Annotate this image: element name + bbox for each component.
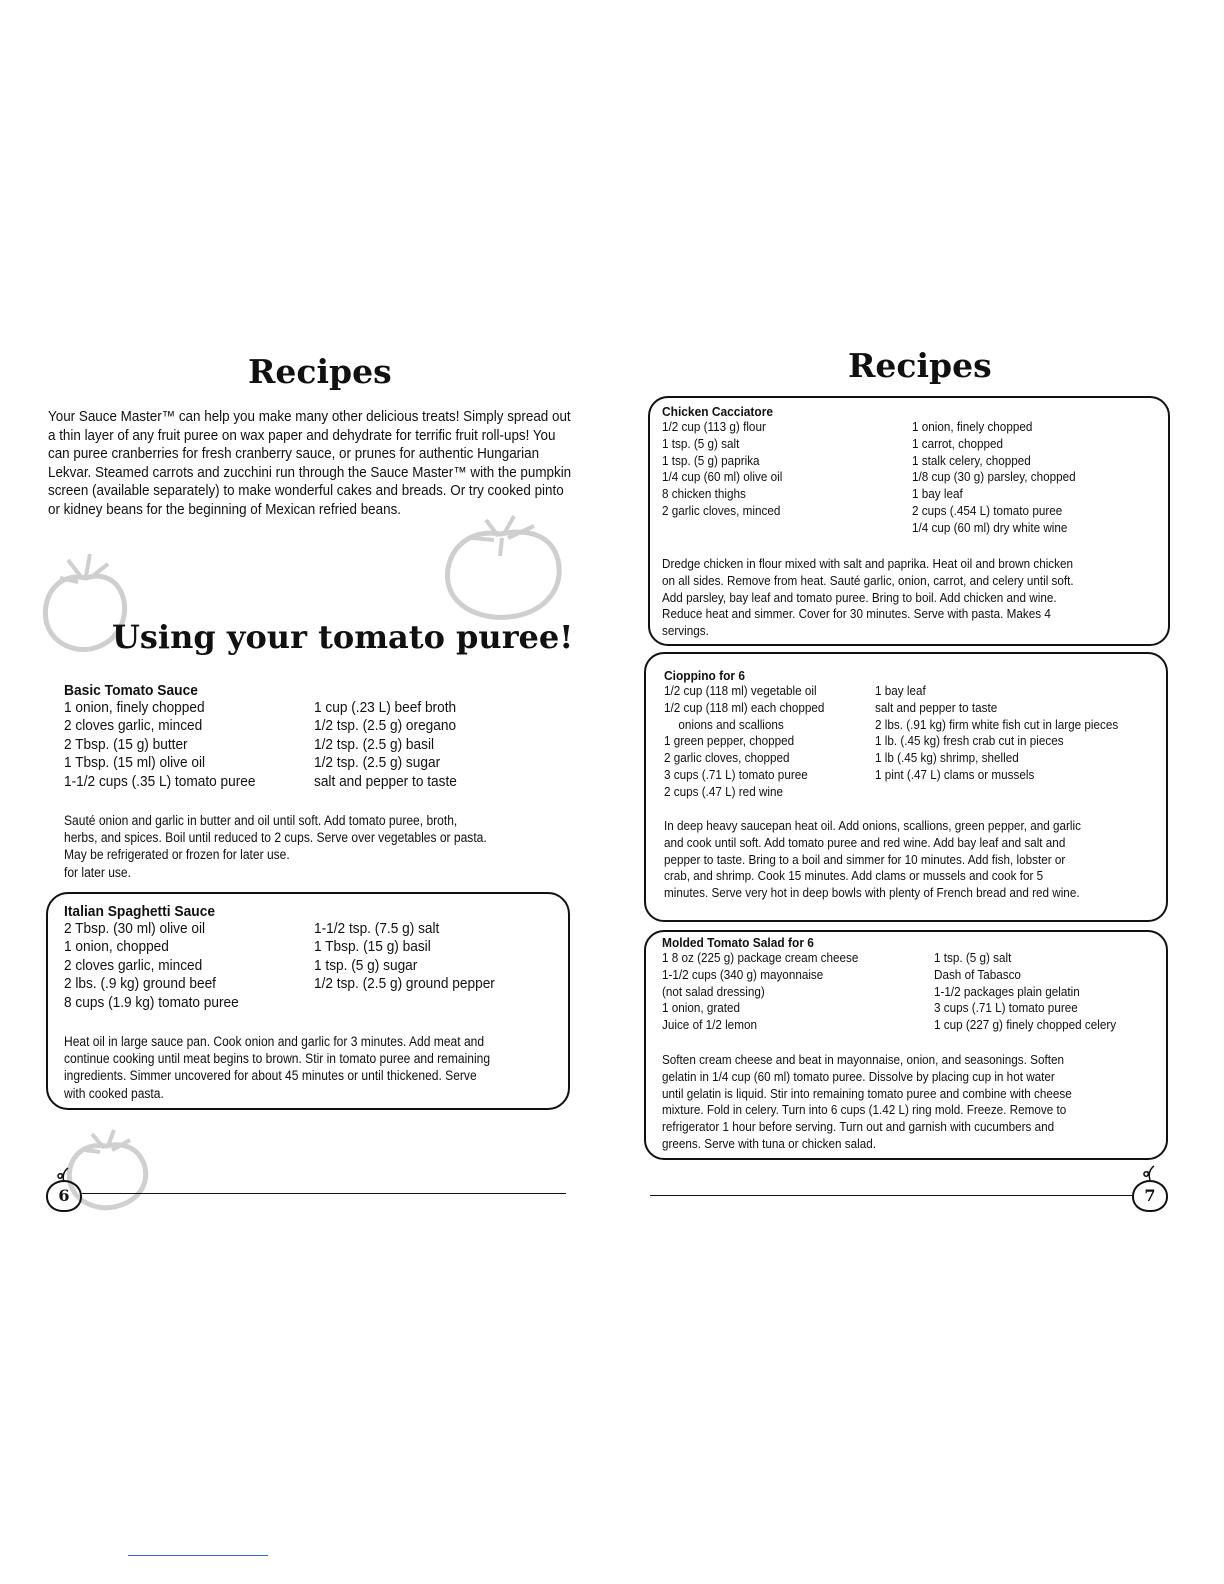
method-line: gelatin in 1/4 cup (60 ml) tomato puree. Dissolve by placing cup in hot water	[662, 1068, 1055, 1084]
method-line: on all sides. Remove from heat. Sauté garlic, onion, carrot, and celery until soft.	[662, 572, 1074, 588]
ingredient: onions and scallions	[678, 716, 784, 732]
right-page	[612, 0, 1224, 1584]
method-line: Add parsley, bay leaf and tomato puree. Bring to boil. Add chicken and wine.	[662, 589, 1057, 605]
recipe-method	[64, 1033, 490, 1102]
recipe-method	[662, 556, 1074, 640]
ingredient: 2 cloves garlic, minced	[64, 956, 203, 974]
ingredient: 2 garlic cloves, chopped	[664, 750, 790, 766]
ingredient: 1/2 tsp. (2.5 g) sugar	[314, 754, 441, 772]
ingredient: 1 carrot, chopped	[912, 435, 1004, 451]
ingredient: 1/2 cup (113 g) flour	[662, 419, 766, 434]
method-line: ingredients. Simmer uncovered for about 45 minutes or until thickened. Serve	[64, 1068, 477, 1084]
method-line: servings.	[662, 623, 709, 639]
ingredient: 1/2 tsp. (2.5 g) oregano	[314, 717, 457, 735]
ingredient: 1-1/2 cups (.35 L) tomato puree	[64, 772, 256, 790]
intro-paragraph: Your Sauce Master™ can help you make many other delicious treats! Simply spread out a thin layer of any fruit puree on wax paper and dehydrate for terrific fruit roll-ups! You can puree cranberries for fresh cranberry sauce, or prunes for authentic Hungarian Lekvar. Steamed carrots and zucchini run through the Sauce Master™ with the pumpkin screen (available separately) to make wonderful cakes and breads. Or try cooked pinto or kidney beans for the beginning of Mexican refried beans.	[48, 409, 572, 518]
method-line: continue cooking until meat begins to brown. Stir in tomato puree and remaining	[64, 1051, 491, 1067]
ingredient: 1 8 oz (225 g) package cream cheese	[662, 950, 859, 965]
ingredient: 2 lbs. (.91 kg) firm white fish cut in large pieces	[875, 716, 1119, 732]
footer-rule	[82, 1193, 566, 1194]
ingredient: 2 Tbsp. (15 g) butter	[64, 735, 188, 753]
ingredient: salt and pepper to taste	[875, 699, 998, 715]
blue-underline	[128, 1555, 268, 1556]
ingredient: 1 green pepper, chopped	[664, 733, 795, 749]
ingredient: 1-1/2 tsp. (7.5 g) salt	[314, 920, 440, 937]
page-title: Recipes	[248, 352, 392, 391]
recipe-title: Molded Tomato Salad for 6	[662, 935, 814, 950]
ingredient: 1 stalk celery, chopped	[912, 452, 1031, 468]
ingredient: 3 cups (.71 L) tomato puree	[664, 766, 808, 782]
ingredient: 1 Tbsp. (15 g) basil	[314, 938, 431, 956]
ingredient-list	[64, 699, 277, 791]
ingredient: 1 pint (.47 L) clams or mussels	[875, 766, 1035, 782]
ingredient: 1/2 cup (118 ml) each chopped	[664, 699, 825, 715]
method-line: with cooked pasta.	[64, 1085, 164, 1101]
ingredient: 8 chicken thighs	[662, 486, 746, 502]
method-line: Reduce heat and simmer. Cover for 30 minutes. Serve with pasta. Makes 4	[662, 606, 1051, 622]
ingredient: 1-1/2 packages plain gelatin	[934, 983, 1080, 999]
chicken-cacciatore-recipe	[662, 404, 1162, 639]
molded-tomato-salad-recipe	[662, 935, 1162, 1151]
ingredient: 1/2 tsp. (2.5 g) basil	[314, 735, 435, 753]
ingredient: 1/2 tsp. (2.5 g) ground pepper	[314, 975, 495, 993]
ingredient: 1 onion, grated	[662, 1000, 741, 1016]
ingredient-list	[314, 699, 473, 791]
ingredient: 1 onion, chopped	[64, 938, 169, 956]
ingredient: 1 tsp. (5 g) paprika	[662, 452, 760, 468]
ingredient-list	[314, 920, 515, 994]
ingredient-list	[875, 683, 1145, 784]
basic-tomato-sauce-recipe	[64, 682, 564, 880]
section-heading: Using your tomato puree!	[112, 618, 574, 656]
recipe-method	[662, 1052, 1072, 1153]
recipe-title: Chicken Cacciatore	[662, 404, 774, 419]
method-line: Sauté onion and garlic in butter and oil until soft. Add tomato puree, broth,	[64, 813, 458, 828]
method-line: and cook until soft. Add tomato puree and red wine. Add bay leaf and salt and	[664, 834, 1066, 850]
page-number: 7	[1132, 1180, 1168, 1212]
method-line: refrigerator 1 hour before serving. Turn out and garnish with cucumbers and	[662, 1119, 1055, 1135]
method-line: Soften cream cheese and beat in mayonnaise, onion, and seasonings. Soften	[662, 1052, 1064, 1067]
ingredient: 2 garlic cloves, minced	[662, 502, 781, 518]
method-line: May be refrigerated or frozen for later use.	[64, 847, 290, 863]
method-line: until gelatin is liquid. Stir into remaining tomato puree and combine with cheese	[662, 1085, 1072, 1101]
ingredient: 1 lb (.45 kg) shrimp, shelled	[875, 750, 1019, 766]
ingredient: 2 cloves garlic, minced	[64, 717, 203, 735]
ingredient: 1/8 cup (30 g) parsley, chopped	[912, 469, 1076, 485]
recipe-method	[64, 812, 487, 881]
method-line: crab, and shrimp. Cook 15 minutes. Add clams or mussels and cook for 5	[664, 868, 1044, 884]
method-line: herbs, and spices. Boil until reduced to 2 cups. Serve over vegetables or pasta.	[64, 830, 487, 846]
ingredient: 2 lbs. (.9 kg) ground beef	[64, 975, 216, 993]
ingredient: 1-1/2 cups (340 g) mayonnaise	[662, 966, 824, 982]
ingredient: 2 Tbsp. (30 ml) olive oil	[64, 920, 206, 937]
ingredient-list	[64, 920, 258, 1012]
ingredient: salt and pepper to taste	[314, 772, 457, 790]
method-line: minutes. Serve very hot in deep bowls with plenty of French bread and red wine.	[664, 885, 1080, 901]
ingredient-list	[662, 419, 796, 520]
footer-rule	[650, 1195, 1132, 1196]
ingredient: 1 tsp. (5 g) salt	[662, 435, 740, 451]
ingredient-list	[934, 950, 1136, 1034]
recipe-method	[664, 818, 1081, 902]
ingredient: 1 onion, finely chopped	[64, 699, 205, 716]
ingredient: 1 lb. (.45 kg) fresh crab cut in pieces	[875, 733, 1064, 749]
ingredient: 1 tsp. (5 g) salt	[934, 950, 1012, 965]
ingredient: 2 cups (.47 L) red wine	[664, 783, 784, 799]
method-line: mixture. Fold in celery. Turn into 6 cups (1.42 L) ring mold. Freeze. Remove to	[662, 1102, 1067, 1118]
method-line: for later use.	[64, 864, 131, 880]
ingredient: 2 cups (.454 L) tomato puree	[912, 502, 1063, 518]
ingredient: 3 cups (.71 L) tomato puree	[934, 1000, 1078, 1016]
ingredient: 1/4 cup (60 ml) dry white wine	[912, 519, 1068, 535]
page-number: 6	[46, 1180, 82, 1212]
method-line: Heat oil in large sauce pan. Cook onion and garlic for 3 minutes. Add meat and	[64, 1034, 485, 1049]
ingredient-list	[664, 683, 842, 801]
ingredient: 1/2 cup (118 ml) vegetable oil	[664, 683, 817, 698]
ingredient: 1 cup (227 g) finely chopped celery	[934, 1017, 1117, 1033]
page-title: Recipes	[848, 346, 992, 385]
ingredient: 1/4 cup (60 ml) olive oil	[662, 469, 783, 485]
method-line: pepper to taste. Bring to a boil and simmer for 10 minutes. Add fish, lobster or	[664, 851, 1066, 867]
ingredient: 1 bay leaf	[912, 486, 963, 502]
recipe-title: Basic Tomato Sauce	[64, 682, 198, 699]
ingredient: (not salad dressing)	[662, 983, 765, 999]
method-line: Dredge chicken in flour mixed with salt and paprika. Heat oil and brown chicken	[662, 556, 1074, 571]
tomato-watermark-icon	[438, 512, 570, 622]
ingredient: 1 onion, finely chopped	[912, 419, 1033, 434]
cioppino-recipe	[664, 668, 1164, 901]
italian-spaghetti-sauce-recipe	[64, 903, 564, 1101]
ingredient-list	[662, 950, 880, 1034]
ingredient-list	[912, 419, 1094, 537]
ingredient: 1 cup (.23 L) beef broth	[314, 699, 457, 716]
method-line: In deep heavy saucepan heat oil. Add onions, scallions, green pepper, and garlic	[664, 818, 1081, 833]
recipe-title: Cioppino for 6	[664, 668, 746, 683]
ingredient: 1 tsp. (5 g) sugar	[314, 956, 418, 974]
recipe-title: Italian Spaghetti Sauce	[64, 903, 216, 920]
ingredient: 8 cups (1.9 kg) tomato puree	[64, 993, 239, 1011]
ingredient: Dash of Tabasco	[934, 966, 1021, 982]
ingredient: Juice of 1/2 lemon	[662, 1017, 757, 1033]
method-line: greens. Serve with tuna or chicken salad.	[662, 1135, 876, 1151]
ingredient: 1 Tbsp. (15 ml) olive oil	[64, 754, 206, 772]
ingredient: 1 bay leaf	[875, 683, 926, 698]
